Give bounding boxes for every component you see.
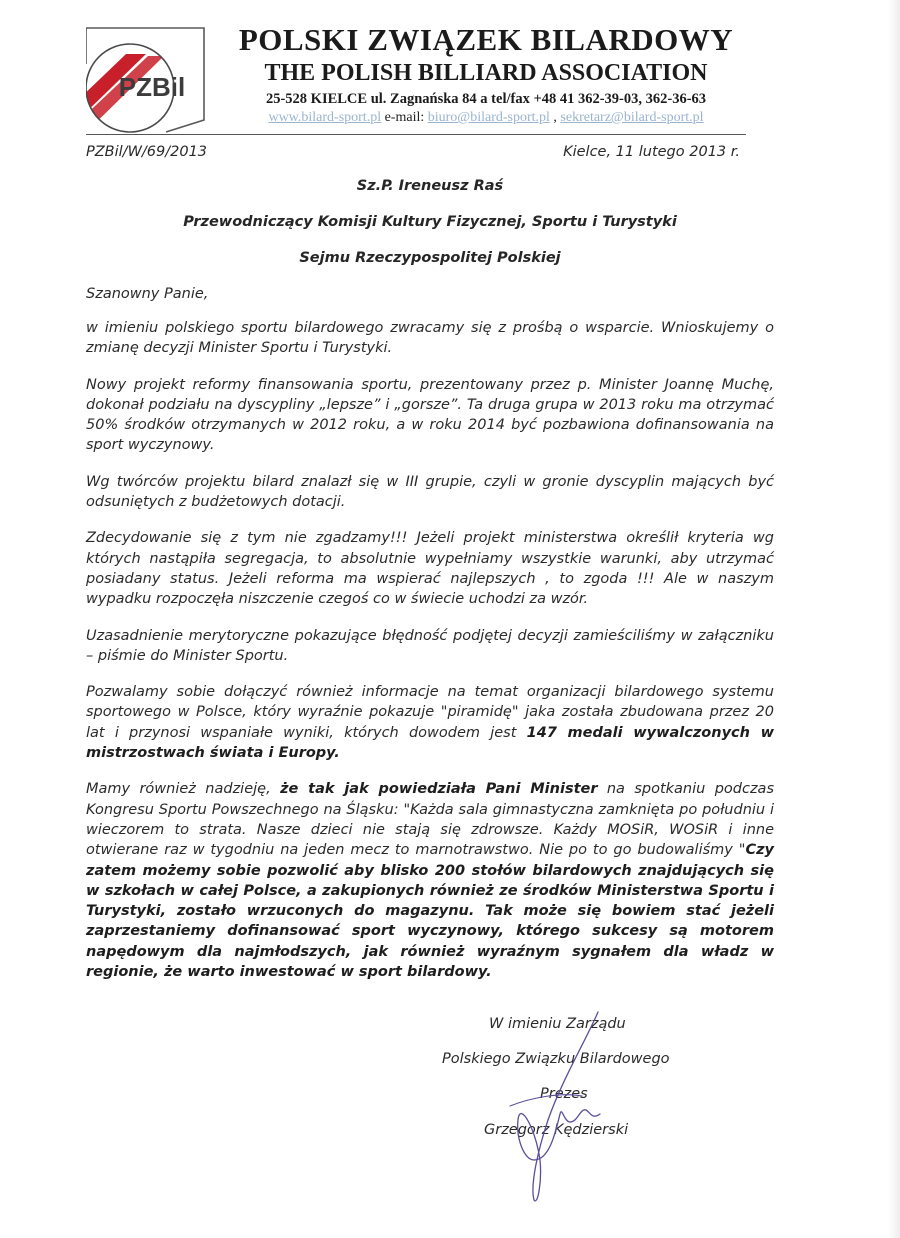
recipient-title: Przewodniczący Komisji Kultury Fizycznej, Sportu i Turystyki [183,214,677,230]
closing-role: Prezes [540,1086,588,1102]
email-label: e-mail: [381,110,428,125]
closing-organization: Polskiego Związku Bilardowego [442,1051,670,1067]
signatory-name: Grzegorz Kędzierski [484,1122,629,1138]
email-link-secretary[interactable]: sekretarz@bilard-sport.pl [560,110,704,125]
contact-line [216,110,756,126]
website-link[interactable]: www.bilard-sport.pl [268,110,382,125]
letter-body [86,318,774,998]
paragraph-request: w imieniu polskiego sportu bilardowego zwracamy się z prośbą o wsparcie. Wnioskujemy o zmianę decyzji Minister Sportu i Turystyki. [86,320,774,357]
association-name: POLSKI ZWIĄZEK BILARDOWY [238,22,734,57]
paragraph-justification: Uzasadnienie merytoryczne pokazujące błędność podjętej decyzji zamieściliśmy w załączniku – piśmie do Minister Sportu. [86,627,774,664]
pyramid-text: Pozwalamy sobie dołączyć również informacje na temat organizacji bilardowego systemu sportowego w Polsce, który wyraźnie pokazuje "piramidę" jaka została zbudowana przez 20 lat i przynosi wspaniałe wyniki, których dowodem jest [86,684,774,741]
paragraph-reform: Nowy projekt reformy finansowania sportu, prezentowany przez p. Minister Joannę Muchę, dokonał podziału na dyscypliny „lepsze” i „gorsze”. Ta druga grupa w 2013 roku ma otrzymać 50% środków otrzymanych w 2012 roku, a w roku 2014 być pozbawiona dofinansowania na sport wyczynowy. [86,376,774,454]
pzbil-logo [86,24,210,152]
recipient-institution: Sejmu Rzeczypospolitej Polskiej [299,250,561,266]
medals-highlight: 147 medali wywalczonych w mistrzostwach świata i Europy. [86,724,774,762]
minister-quote: na spotkaniu podczas Kongresu Sportu Powszechnego na Śląsku: "Każda sala gimnastyczna zamknięta po południu i wieczorem to strata. Nasze dzieci nie stają się zdrowsze. Każdy MOSiR, WOSiR i inne otwierane raz w tygodniu na jeden mecz to marnotrawstwo. Nie po to go budowaliśmy " [86,781,774,859]
minister-quote-intro: że tak jak powiedziała Pani Minister [280,781,598,798]
association-name-english: THE POLISH BILLIARD ASSOCIATION [264,60,708,86]
hope-intro: Mamy również nadzieję, [86,781,281,798]
closing-on-behalf: W imieniu Zarządu [489,1016,626,1032]
paragraph-disagreement: Zdecydowanie się z tym nie zgadzamy!!! Jeżeli projekt ministerstwa określił kryteria wg których nastąpiła segregacja, to absolutnie wypełniamy wszystkie warunki, aby utrzymać posiadany status. Jeżeli reforma ma wspierać najlepszych , to zgoda !!! Ale w naszym wypadku rozpoczęła niszczenie czegoś co w świecie uchodzi za wzór. [86,530,774,608]
handwritten-signature [490,1010,620,1205]
logo-text: PZBil [118,72,186,102]
association-address: 25-528 KIELCE ul. Zagnańska 84 a tel/fax +48 41 362-39-03, 362-36-63 [265,91,707,107]
recipient-name: Sz.P. Ireneusz Raś [356,178,504,194]
paragraph-pyramid [86,682,774,763]
paragraph-group: Wg twórców projektu bilard znalazł się w III grupie, czyli w gronie dyscyplin mających być odsuniętych z budżetowych dotacji. [86,473,774,511]
reference-number: PZBil/W/69/2013 [86,144,208,160]
letterhead-divider [86,134,746,135]
email-link-office[interactable]: biuro@bilard-sport.pl [427,110,550,125]
place-and-date: Kielce, 11 lutego 2013 r. [563,144,740,160]
appeal-highlight: Czy zatem możemy sobie pozwolić aby blisko 200 stołów bilardowych znajdujących się w szkołach w całej Polsce, a zakupionych również ze środków Ministerstwa Sportu i Turystyki, zostało wrzuconych do magazynu. Tak może się bowiem stać jeżeli zaprzestaniemy dofinansować sport wyczynowy, którego sukcesy są motorem napędowym dla najmłodszych, jak również wyraźnym sygnałem dla władz w regionie, że warto inwestować w sport bilardowy. [86,842,774,981]
scan-edge [888,0,900,1238]
paragraph-hope [86,779,774,982]
email-separator: , [549,110,561,125]
salutation: Szanowny Panie, [86,286,209,302]
